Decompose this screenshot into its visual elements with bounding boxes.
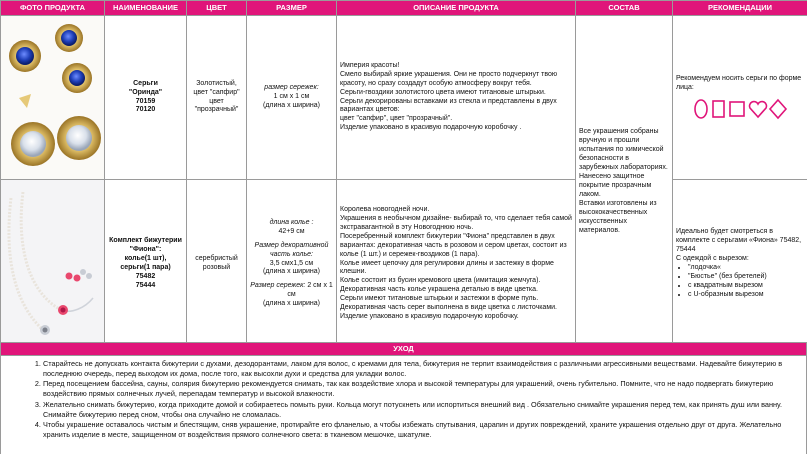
color-line: цвет (209, 97, 224, 105)
size-value: 1 см х 1 см (273, 93, 310, 101)
list-item: • с U-образным вырезом (688, 291, 804, 300)
header-photo: ФОТО ПРОДУКТА (1, 1, 105, 16)
product-size-orinda (247, 16, 337, 180)
size-label: длина колье : (269, 218, 314, 226)
description-line: Серьги декорированы вставками из стекла и представлены в двух вариантах цветов: (340, 97, 557, 114)
name-line: "Оринда" (128, 88, 163, 96)
recommendation-text: Идеально будет смотреться в комплекте с серьгами «Фиона» 75482, 75444 (676, 228, 802, 254)
name-line: 70120 (135, 106, 156, 114)
name-line: "Фиона": (129, 246, 162, 254)
diamond-icon (770, 100, 786, 118)
list-item: • "Бюстье" (без бретелей) (688, 273, 804, 282)
name-line: 70159 (135, 97, 156, 105)
composition-cell (576, 16, 673, 349)
size-note: (длина х ширина) (263, 300, 320, 308)
care-item: 4. Чтобы украшение оставалось чистым и блестящим, сняв украшение, протирайте его фланелью, а чтобы избежать спутывания, царапин и других повреждений, храните украшения отдельно друг от друга. Желательно хранить изделие в месте, защищенном от воздействия прямого солнечного света: в тканевом мешочке, шкатулке. (43, 420, 806, 439)
color-line: розовый (202, 264, 231, 271)
description-line: Смело выбирай яркие украшения. Они не просто подчеркнут твою красоту, но сразу создадут особую атмосферу вокруг тебя. (340, 70, 558, 87)
name-line: Серьги (133, 79, 158, 87)
face-shapes (676, 98, 804, 120)
description-line: Украшения в необычном дизайне- выбирай то, что сделает тебя самой экстравагантной в эту Новогоднюю ночь. (340, 214, 572, 231)
list-item: • с квадратным вырезом (688, 282, 804, 291)
care-item: 1. Старайтесь не допускать контакта бижутерии с духами, дезодорантами, лаком для волос, с кремами для тела, бижутерия не терпит взаимодействия с различными агрессивными веществами. Надевайте бижутерию в последнюю очередь, перед выходом их дома, после того, как высохли духи и средства для укладки волос. (43, 359, 806, 378)
header-composition: СОСТАВ (576, 1, 673, 16)
composition-line: Вставки изготовлены из высококачественных искусственных материалов. (579, 199, 657, 234)
description-line: цвет "сапфир", цвет "прозрачный". (340, 115, 453, 123)
header-recommendations: РЕКОМЕНДАЦИИ (673, 1, 807, 16)
product-row-orinda (1, 16, 807, 180)
care-section (0, 356, 807, 454)
product-name-orinda (105, 16, 187, 180)
name-line: Комплект бижутерии (109, 237, 182, 245)
recommendation-fiona (673, 180, 807, 349)
size-value: 3,5 смх1,5 см (269, 259, 314, 267)
care-item: 2. Перед посещением бассейна, сауны, солярия бижутерию рекомендуется снимать, так как воздействие хлора и высокой температуры для украшений, очень губительно. Помните, что не надо подвергать бижутерию воздействию прямых солнечных лучей, перепадам температур и высокой влажности. (43, 379, 806, 398)
header-size: РАЗМЕР (247, 1, 337, 16)
size-note: (длина х ширина) (263, 268, 320, 276)
color-line: серебристый (195, 255, 238, 263)
description-line: Декоративная часть колье украшена деталью в виде цветка. (340, 286, 538, 294)
color-line: Золотистый, (196, 79, 237, 87)
product-photo-fiona (1, 180, 105, 349)
square-icon (730, 102, 744, 116)
care-header (0, 342, 807, 356)
name-line: 75444 (135, 281, 156, 289)
product-photo-orinda (1, 16, 105, 180)
list-item: • "лодочка« (688, 264, 804, 273)
care-title: УХОД (393, 344, 414, 353)
care-item: 3. Желательно снимать бижутерию, когда приходите домой и собираетесь помыть руки. Кольца могут потускнеть или испортиться внешний вид . Обязательно снимайте украшения перед тем, как принять душ или ванну. Снимайте бижутерию перед сном, чтобы она случайно не сломалась. (43, 400, 806, 419)
color-line: цвет "сапфир" (193, 88, 240, 96)
description-line: Изделие упаковано в красивую подарочную коробочку. (340, 313, 519, 321)
size-value: 42+9 см (278, 227, 305, 235)
header-description: ОПИСАНИЕ ПРОДУКТА (337, 1, 576, 16)
description-line: Королева новогодней ночи. (340, 205, 430, 213)
size-label: Размер сережек: (250, 282, 306, 290)
description-line: Империя красоты! (340, 61, 400, 69)
description-line: Серьги-гвоздики золотистого цвета имеют титановые штырьки. (340, 88, 546, 96)
size-label: размер сережек: (264, 84, 319, 92)
product-name-fiona (105, 180, 187, 349)
recommendation-label: С одеждой с вырезом: (676, 255, 749, 263)
header-name: НАИМЕНОВАНИЕ (105, 1, 187, 16)
product-size-fiona (247, 180, 337, 349)
name-line: серьги(1 пара) (120, 264, 171, 271)
size-value: 2 см х 1 см (287, 282, 333, 299)
description-line: Колье имеет цепочку для регулировки длины и застежку в форме клешни. (340, 259, 554, 276)
neckline-list (676, 264, 804, 300)
description-line: Посеребренный комплект бижутерии "Фиона" представлен в двух вариантах: декоративная часть в розовом и сером цветах, состоит из колье (1 шт.) и сережек-гвоздиков (1 пара). (340, 232, 567, 258)
description-line: Декоративная часть серег выполнена в виде цветка с листочками. (340, 304, 557, 312)
product-color-fiona (187, 180, 247, 349)
product-color-orinda (187, 16, 247, 180)
necklace-photo (1, 180, 105, 348)
description-line: Серьги имеют титановые штырьки и застежки в форме пуль. (340, 295, 539, 303)
size-label: Размер декоративной часть колье: (254, 241, 329, 258)
header-color: ЦВЕТ (187, 1, 247, 16)
heart-icon (750, 102, 767, 117)
header-row (1, 1, 807, 16)
rectangle-icon (713, 101, 724, 117)
description-line: Колье состоит из бусин кремового цвета (имитация жемчуга). (340, 277, 541, 285)
earrings-photo (1, 16, 105, 179)
description-line: Изделие упаковано в красивую подарочную коробочку . (340, 124, 522, 132)
care-list (1, 359, 806, 440)
recommendation-orinda (673, 16, 807, 180)
name-line: 75482 (135, 272, 156, 280)
color-line: "прозрачный" (194, 106, 239, 114)
size-note: (длина х ширина) (263, 101, 320, 109)
composition-line: Нанесено защитное покрытие прозрачным лаком. (579, 173, 652, 198)
name-line: колье(1 шт), (124, 255, 167, 263)
recommendation-text: Рекомендуем носить серьги по форме лица: (676, 74, 802, 91)
oval-icon (695, 100, 707, 118)
product-row-fiona (1, 180, 807, 349)
product-description-fiona (337, 180, 576, 349)
composition-line: Все украшения собраны вручную и прошли испытания по химической безопасности в зарубежных лабораториях. (579, 128, 668, 172)
product-description-orinda (337, 16, 576, 180)
